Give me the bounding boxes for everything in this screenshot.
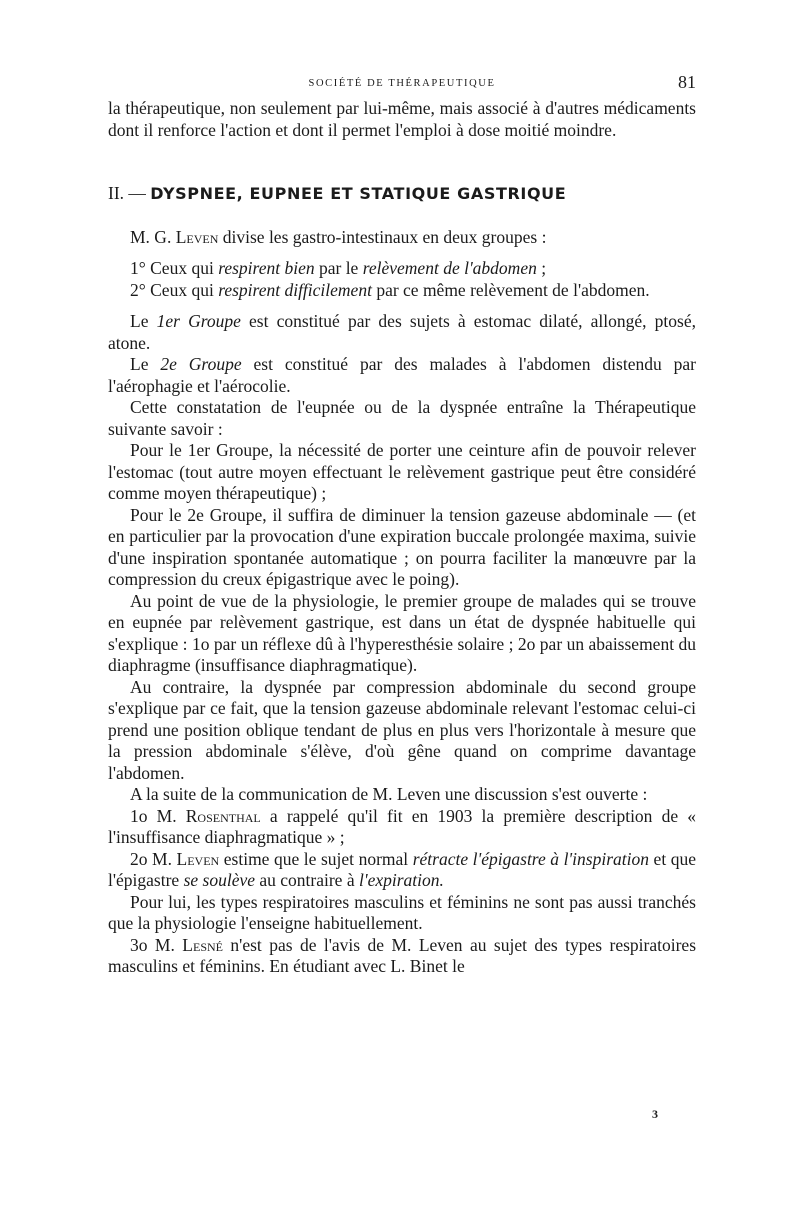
paragraph-first-group bbox=[108, 311, 696, 354]
paragraph-group-2 bbox=[108, 280, 696, 302]
text-run: n'est pas de l'avis de M. Leven au sujet des types respiratoires masculins et féminins. En étudiant avec L. Binet le bbox=[108, 934, 697, 976]
text-run: a rappelé qu'il fit en 1903 la première description de « l'insuffisance diaphragmatique » ; bbox=[108, 805, 697, 847]
italic-text: respirent difficilement bbox=[218, 279, 372, 300]
text-run: 2o M. bbox=[130, 848, 177, 869]
signature-mark: 3 bbox=[652, 1107, 658, 1121]
paragraph-continuation: la thérapeutique, non seulement par lui-même, mais associé à d'autres médicaments dont il renforce l'action et dont il permet l'emploi à dose moitié moindre. bbox=[108, 98, 696, 140]
text-run: divise les gastro-intestinaux en deux groupes : bbox=[218, 226, 547, 247]
paragraph-therapeutic: Cette constatation de l'eupnée ou de la dyspnée entraîne la Thérapeutique suivante savoir : bbox=[108, 397, 696, 439]
paragraph-second-group bbox=[108, 354, 696, 397]
italic-text: relèvement de l'abdomen bbox=[362, 258, 537, 278]
text-run: ; bbox=[536, 258, 547, 278]
paragraph-group-1 bbox=[108, 258, 696, 280]
author-name: Lesné bbox=[182, 934, 223, 955]
text-run: 2° Ceux qui bbox=[130, 279, 219, 300]
paragraph-leven bbox=[108, 849, 696, 892]
text-run: est constitué par des malades à l'abdomen distendu par l'aérophagie et l'aérocolie. bbox=[108, 354, 696, 396]
text-run: 1o M. bbox=[130, 805, 186, 826]
running-head bbox=[108, 70, 696, 96]
paragraph-treatment-1: Pour le 1er Groupe, la nécessité de porter une ceinture afin de pouvoir relever l'estomac (tout autre moyen effectuant le relèvement gastrique peut être considéré comme moyen thérapeutique) ; bbox=[108, 440, 696, 503]
text-run: Le bbox=[130, 354, 161, 374]
text-run: Le bbox=[130, 311, 157, 331]
author-name: Leven bbox=[176, 848, 220, 869]
italic-text: 1er Groupe bbox=[156, 311, 241, 331]
italic-text: respirent bien bbox=[218, 258, 315, 278]
paragraph-rosenthal bbox=[108, 806, 696, 849]
text-run: par le bbox=[314, 258, 363, 278]
paragraph-physiology: Au point de vue de la physiologie, le premier groupe de malades qui se trouve en eupnée par relèvement gastrique, est dans un état de dyspnée habituelle qui s'explique : 1o par un réflexe dû à l'hyperesthésie solaire ; 2o par un abaissement du diaphragme (insuffisance diaphragmatique). bbox=[108, 590, 696, 675]
italic-text: rétracte l'épigastre à l'inspiration bbox=[412, 848, 649, 869]
text-run: par ce même relèvement de l'abdomen. bbox=[371, 279, 650, 300]
italic-text: 2e Groupe bbox=[160, 354, 242, 374]
page-number: 81 bbox=[678, 72, 696, 92]
italic-text: l'expiration. bbox=[358, 870, 444, 890]
paragraph-lesne bbox=[108, 935, 696, 978]
paragraph-types: Pour lui, les types respiratoires masculins et féminins ne sont pas aussi tranchés que la physiologie l'enseigne habituellement. bbox=[108, 891, 696, 933]
text-run: 3o M. bbox=[130, 934, 183, 955]
text-run: et que l'épigastre bbox=[108, 848, 696, 890]
section-title: DYSPNEE, EUPNEE ET STATIQUE GASTRIQUE bbox=[150, 184, 567, 203]
paragraph-treatment-2: Pour le 2e Groupe, il suffira de diminuer la tension gazeuse abdominale — (et en particulier par la provocation d'une expiration buccale prolongée maxima, suivie d'une inspiration spontanée automatique ; on pourra faciliter la manœuvre par la compression du creux épigastrique avec le poing). bbox=[108, 504, 696, 589]
page-body bbox=[108, 70, 696, 978]
text-run: est constitué par des sujets à estomac dilaté, allongé, ptosé, atone. bbox=[108, 311, 696, 353]
section-number: II. — bbox=[108, 183, 151, 203]
section-heading bbox=[108, 183, 696, 205]
author-name: Rosenthal bbox=[185, 805, 261, 826]
paragraph-intro bbox=[108, 227, 696, 249]
italic-text: se soulève bbox=[183, 870, 255, 890]
running-title: SOCIÉTÉ DE THÉRAPEUTIQUE bbox=[308, 78, 496, 89]
text-run: estime que le sujet normal bbox=[219, 848, 413, 869]
paragraph-contrary: Au contraire, la dyspnée par compression abdominale du second groupe s'explique par ce fait, que la tension gazeuse abdominale relevant l'estomac celui-ci prend une position oblique tendant de plus en plus vers l'horizontale à mesure que la pression abdominale s'élève, d'où gêne quand on comprime davantage l'abdomen. bbox=[108, 676, 696, 783]
paragraph-discussion: A la suite de la communication de M. Leven une discussion s'est ouverte : bbox=[130, 784, 648, 804]
author-name: Leven bbox=[175, 226, 219, 247]
text-run: M. G. bbox=[130, 226, 176, 247]
text-run: au contraire à bbox=[255, 870, 359, 890]
text-run: 1° Ceux qui bbox=[130, 258, 219, 278]
